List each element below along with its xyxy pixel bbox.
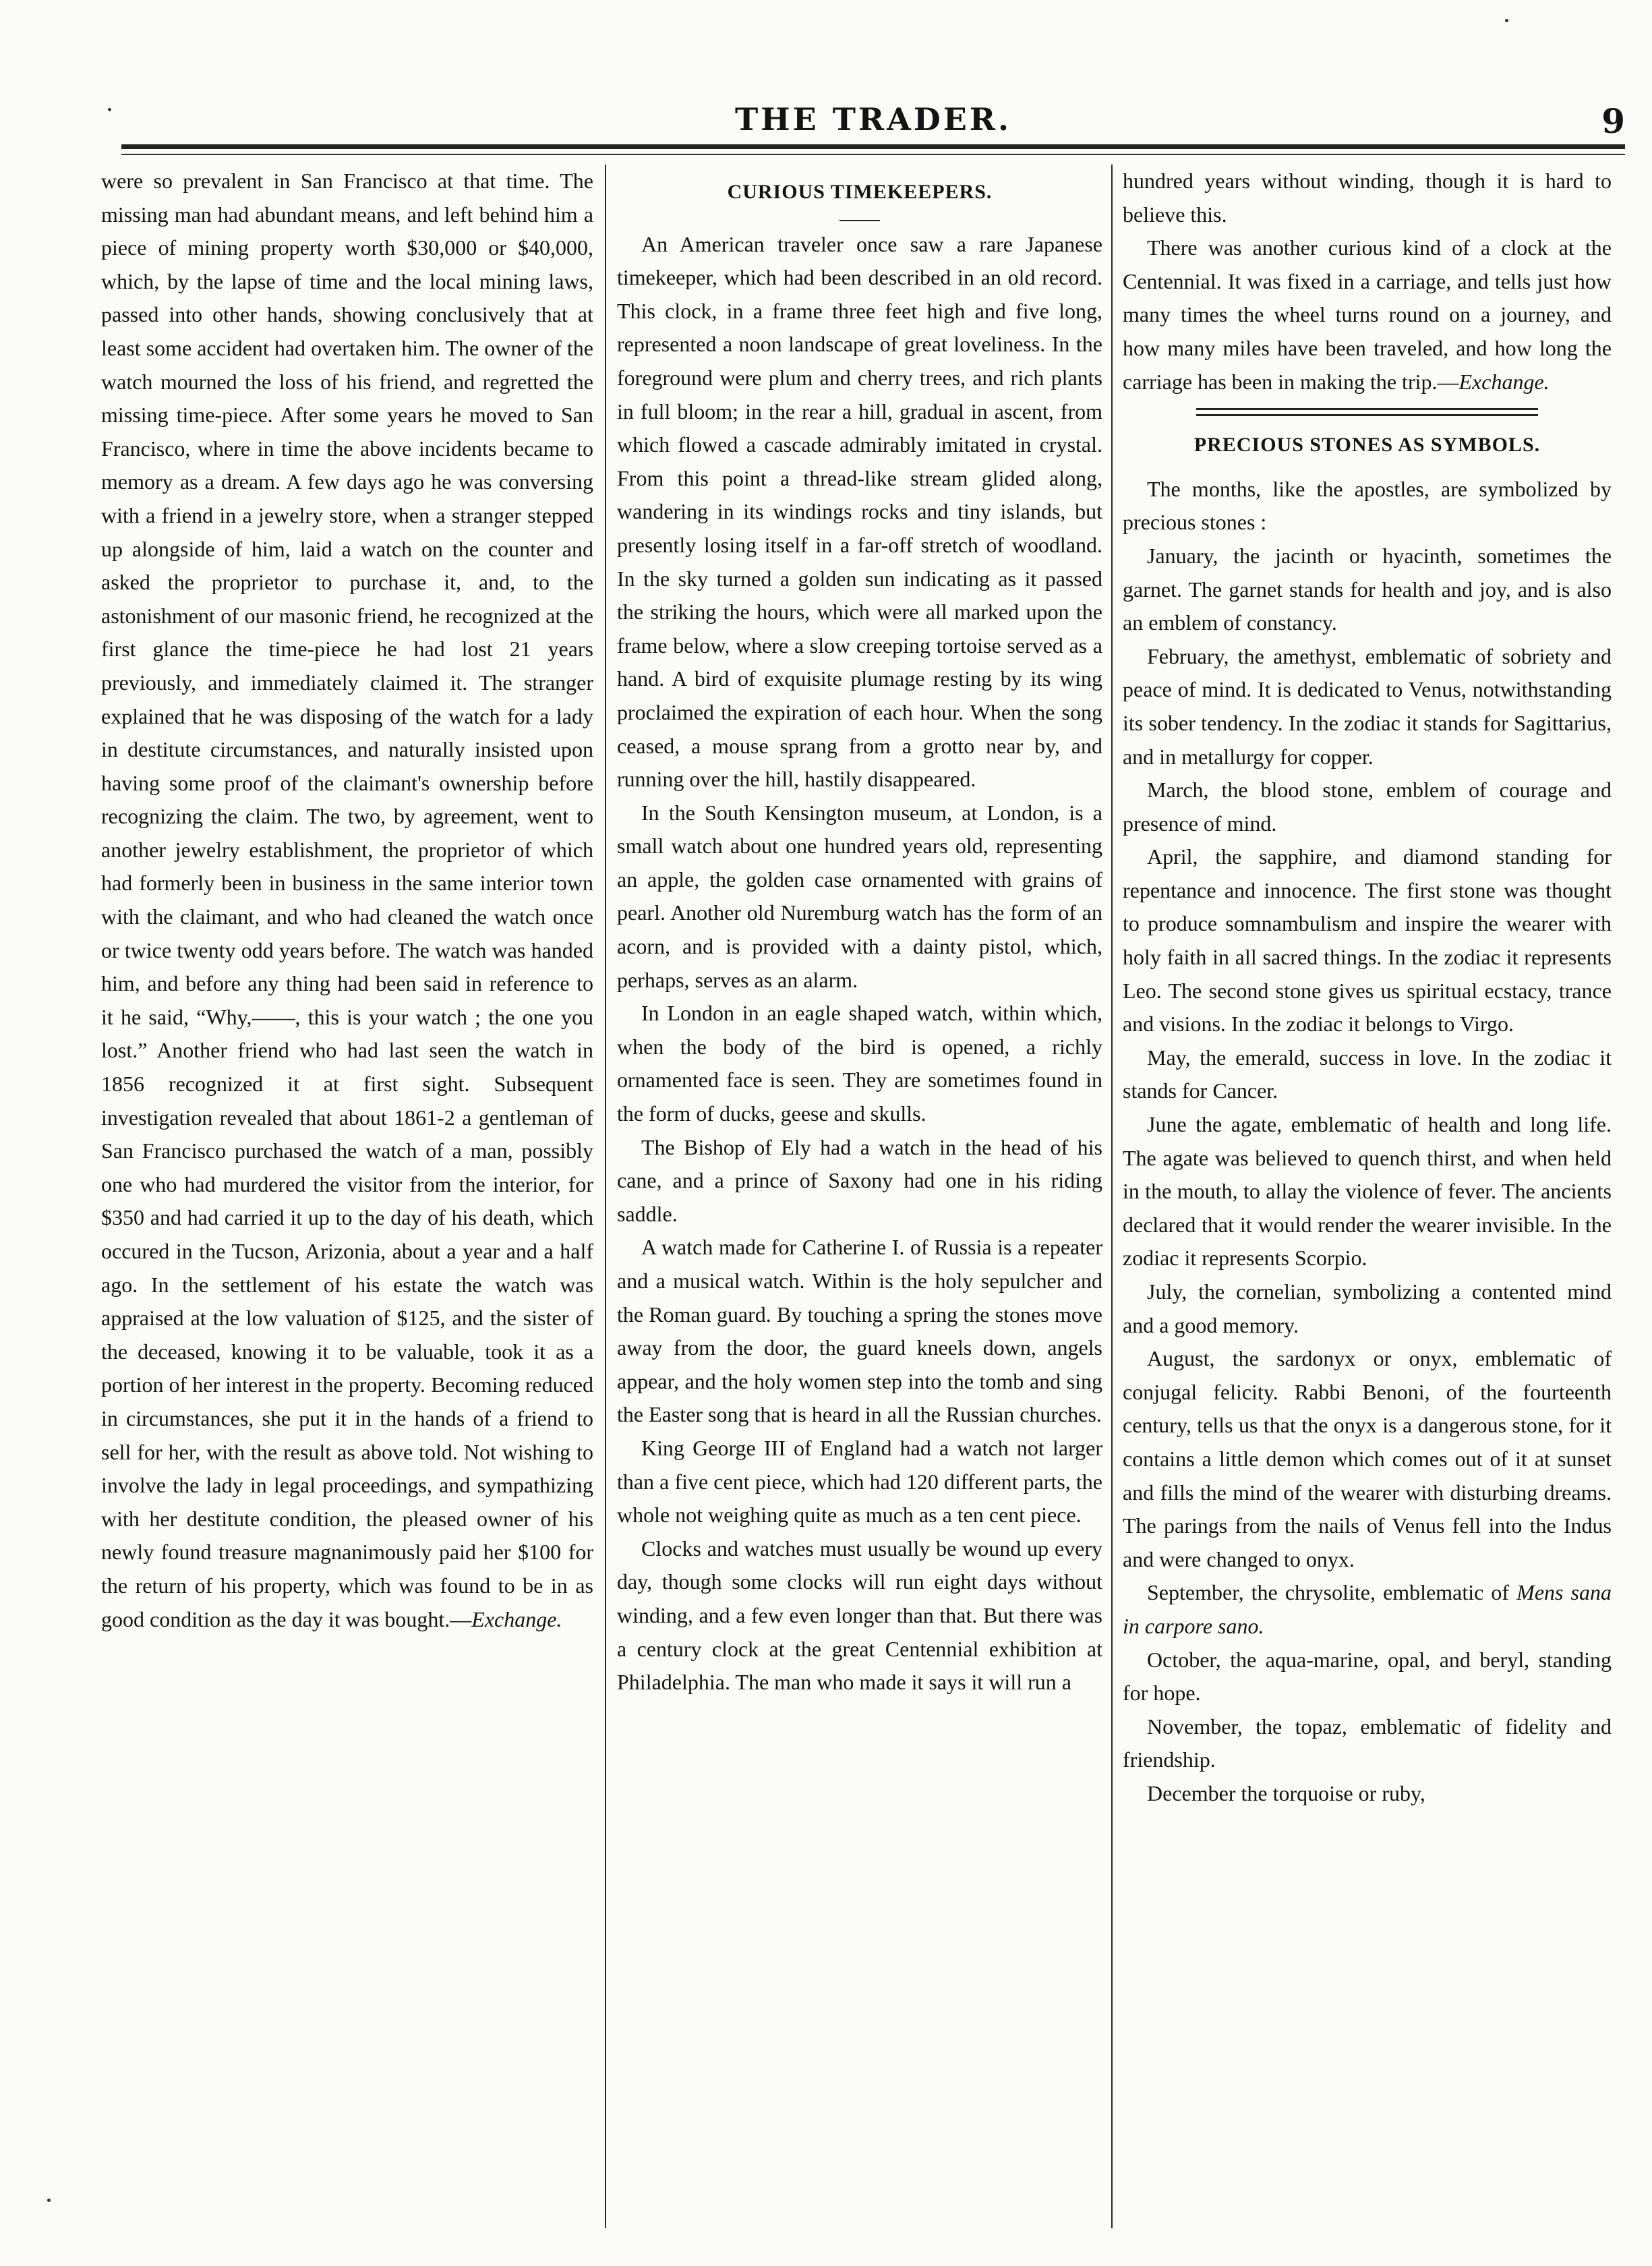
paragraph-text: There was another curious kind of a clock at the Centennial. It was fixed in a carriage, and tells just how many times the wheel turns round on a journey, and how many miles have been traveled, and how long the carriage has been in making the trip.— (1123, 235, 1612, 394)
column-3 (1123, 165, 1612, 2228)
paragraph: April, the sapphire, and diamond standing for repentance and innocence. The first stone was thought to produce somnambulism and inspire the wearer with holy faith in all sacred things. In the zodiac it represents Leo. The second stone gives us spiritual ecstacy, trance and visions. In the zodiac it belongs to Virgo. (1123, 844, 1612, 1037)
header-rule (121, 144, 1625, 149)
paragraph: An American traveler once saw a rare Japanese timekeeper, which had been described in an old record. This clock, in a frame three feet high and five long, represented a noon landscape of great loveliness. In the foreground were plum and cherry trees, and rich plants in full bloom; in the rear a hill, gradual in ascent, from which flowed a cascade admirably imitated in crystal. From this point a thread-like stream glided along, wandering in its windings rocks and tiny islands, but presently losing itself in a far-off stretch of woodland. In the sky turned a golden sun indicating as it passed the striking the hours, which were all marked upon the frame below, where a slow creeping tortoise served as a hand. A bird of exquisite plumage resting by its wing proclaimed the expiration of each hour. When the song ceased, a mouse sprang from a grotto near by, and running over the hill, hastily disappeared. (617, 231, 1102, 792)
header-rule-thin (121, 154, 1625, 155)
paragraph: King George III of England had a watch not larger than a five cent piece, which had 120 different parts, the whole not weighing quite as much as a ten cent piece. (617, 1435, 1102, 1528)
paragraph: In the South Kensington museum, at London, is a small watch about one hundred years old, representing an apple, the golden case ornamented with grains of pearl. Another old Nuremburg watch has the form of an acorn, and is provided with a dainty pistol, which, perhaps, serves as an alarm. (617, 800, 1102, 992)
paragraph: January, the jacinth or hyacinth, sometimes the garnet. The garnet stands for health and joy, and is also an emblem of constancy. (1123, 543, 1612, 635)
source-credit: Exchange. (471, 1606, 562, 1631)
paragraph-text: were so prevalent in San Francisco at that time. The missing man had abundant means, and left behind him a piece of mining property worth $30,000 or $40,000, which, by the lapse of time and the local mining laws, passed into other hands, showing conclusively that at least some accident had overtaken him. The owner of the watch mourned the loss of his friend, and regretted the missing time-piece. After some years he moved to San Francisco, where in time the above incidents became to memory as a dream. A few days ago he was conversing with a friend in a jewelry store, when a stranger stepped up alongside of him, laid a watch on the counter and asked the proprietor to purchase it, and, to the astonishment of our masonic friend, he recognized at the first glance the time-piece he had lost 21 years previously, and immediately claimed it. The stranger explained that he was disposing of the watch for a lady in destitute circumstances, and naturally insisted upon having some proof of the claimant's ownership before recognizing the claim. The two, by agreement, went to another jewelry establishment, the proprietor of which had formerly been in business in the same interior town with the claimant, and who had cleaned the watch once or twice twenty odd years before. The watch was handed him, and before any thing had been said in reference to it he said, “Why,——, this is your watch ; the one you lost.” Another friend who had last seen the watch in 1856 recognized it at first sight. Subsequent investigation revealed that about 1861-2 a gentleman of San Francisco purchased the watch of a man, possibly one who had murdered the visitor from the interior, for $350 and had carried it up to the day of his death, which occured in the Tucson, Arizonia, about a year and a half ago. In the settlement of his estate the watch was appraised at the low valuation of $125, and the sister of the deceased, knowing it to be valuable, took it as a portion of her interest in the property. Becoming reduced in circumstances, she put it in the hands of a friend to sell for her, with the result as above told. Not wishing to involve the lady in legal proceedings, and sympathizing with her destitute condition, the pleased owner of his newly found treasure magnanimously paid her $100 for the return of his property, which was found to be in as good condition as the day it was bought.— (101, 169, 593, 1631)
paragraph: May, the emerald, success in love. In the zodiac it stands for Cancer. (1123, 1045, 1612, 1103)
column-2 (617, 165, 1102, 2228)
page-number: 9 (1601, 101, 1625, 141)
latin-phrase: Mens sana in carpore sano. (1123, 1580, 1612, 1638)
paragraph-text: September, the chrysolite, emblematic of (1147, 1580, 1517, 1605)
masthead-title: THE TRADER. (734, 101, 1012, 138)
column-1 (101, 165, 593, 2228)
article-title: PRECIOUS STONES AS SYMBOLS. (1193, 434, 1541, 457)
page-header (121, 101, 1625, 142)
paragraph: A watch made for Catherine I. of Russia is a repeater and a musical watch. Within is the holy sepulcher and the Roman guard. By touching a spring the stones move away from the door, the guard kneels down, angels appear, and the holy women step into the tomb and sing the Easter song that is heard in all the Russian churches. (617, 1235, 1102, 1427)
scan-speck (108, 108, 111, 111)
paragraph: The Bishop of Ely had a watch in the head of his cane, and a prince of Saxony had one in his riding saddle. (617, 1134, 1102, 1226)
paragraph: August, the sardonyx or onyx, emblematic of conjugal felicity. Rabbi Benoni, of the fourteenth century, tells us that the onyx is a dangerous stone, for it contains a little demon which comes out of it at sunset and fills the mind of the wearer with disturbing dreams. The parings from the nails of Venus fell into the Indus and were changed to onyx. (1123, 1346, 1612, 1571)
paragraph: June the agate, emblematic of health and long life. The agate was believed to quench thirst, and when held in the mouth, to allay the violence of fever. The ancients declared that it would render the wearer invisible. In the zodiac it represents Scorpio. (1123, 1112, 1612, 1271)
paragraph (1123, 231, 1612, 399)
paragraph (1123, 1576, 1612, 1643)
paragraph: October, the aqua-marine, opal, and beryl, standing for hope. (1123, 1647, 1612, 1706)
title-rule (839, 220, 880, 221)
paragraph: February, the amethyst, emblematic of sobriety and peace of mind. It is dedicated to Venus, notwithstanding its sober tendency. In the zodiac it stands for Sagittarius, and in metallurgy for copper. (1123, 643, 1612, 769)
paragraph: Clocks and watches must usually be wound up every day, though some clocks will run eight days without winding, and a few even longer than that. But there was a century clock at the great Centennial exhibition at Philadelphia. The man who made it says it will run a (617, 1536, 1102, 1695)
paragraph: December the torquoise or ruby, (1147, 1780, 1425, 1805)
paragraph: March, the blood stone, emblem of courage and presence of mind. (1123, 778, 1612, 836)
scan-speck (1505, 19, 1508, 22)
column-divider (605, 165, 606, 2228)
paragraph: November, the topaz, emblematic of fidelity and friendship. (1123, 1714, 1612, 1772)
scan-speck (47, 2199, 51, 2202)
paragraph: The months, like the apostles, are symbolized by precious stones : (1123, 476, 1612, 535)
article-separator (1123, 408, 1612, 416)
paragraph: July, the cornelian, symbolizing a contented mind and a good memory. (1123, 1279, 1612, 1337)
column-divider (1111, 165, 1113, 2228)
source-credit: Exchange. (1458, 369, 1550, 394)
article-title: CURIOUS TIMEKEEPERS. (727, 181, 993, 203)
paragraph (101, 165, 593, 1636)
paragraph: In London in an eagle shaped watch, within which, when the body of the bird is opened, a richly ornamented face is seen. They are sometimes found in the form of ducks, geese and skulls. (617, 1001, 1102, 1126)
paragraph: hundred years without winding, though it is hard to believe this. (1123, 169, 1612, 227)
